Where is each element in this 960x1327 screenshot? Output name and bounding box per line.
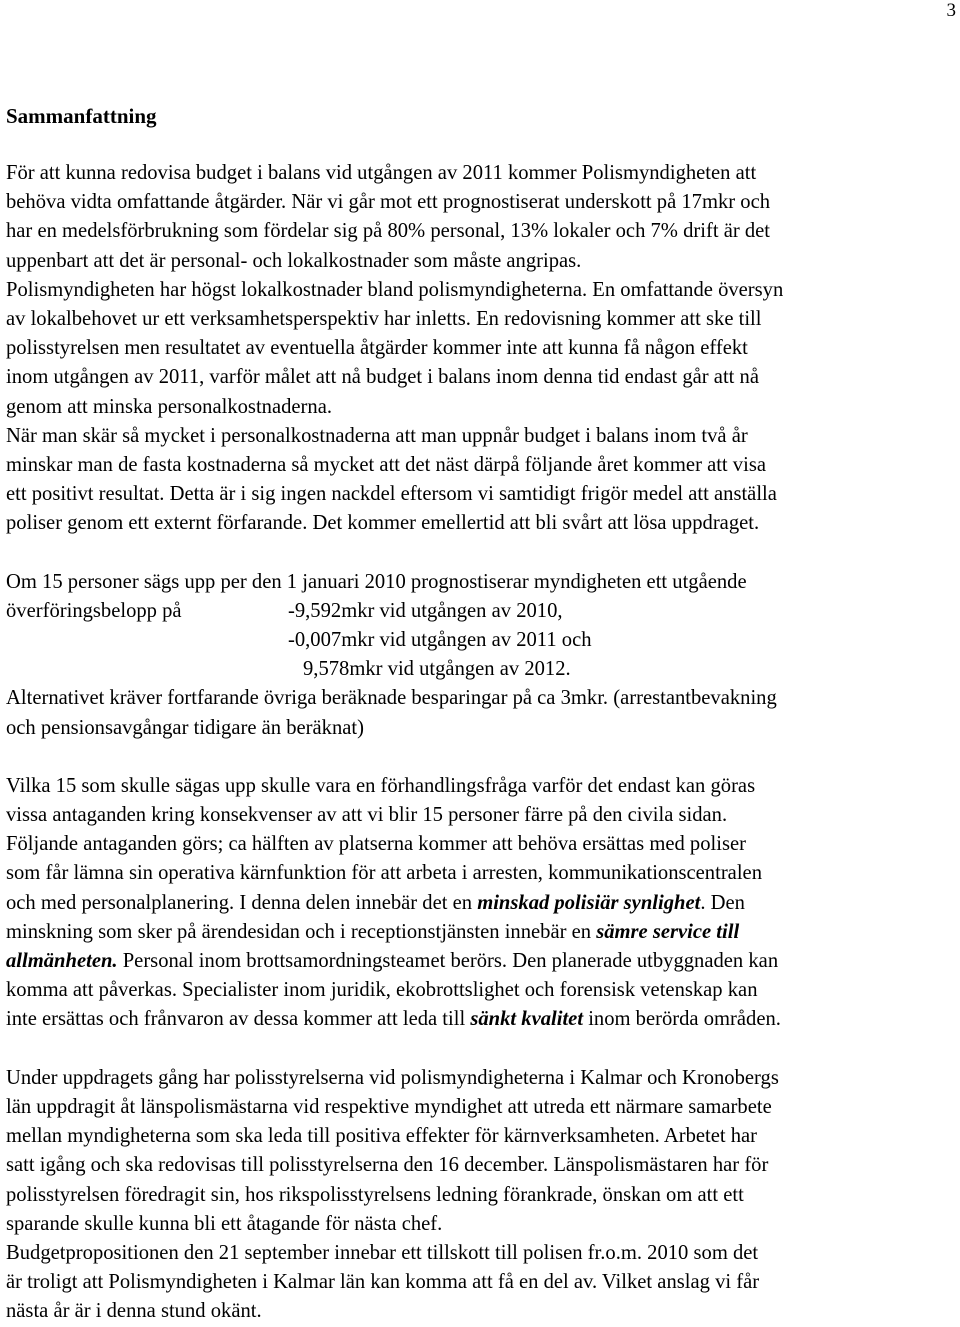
text-line: sparande skulle kunna bli ett åtagande för nästa chef.: [6, 1212, 443, 1235]
text-line: nästa år är i denna stund okänt.: [6, 1300, 262, 1323]
forecast-amount-row: [6, 655, 960, 684]
text-line: har en medelsförbrukning som fördelar sig på 80% personal, 13% lokaler och 7% drift är det: [6, 220, 771, 243]
text-line: minskning som sker på ärendesidan och i receptionstjänsten innebär en: [6, 920, 597, 943]
text-line: minskar man de fasta kostnaderna så mycket att det näst därpå följande året kommer att visa: [6, 454, 766, 477]
text-line: genom att minska personalkostnaderna.: [6, 395, 332, 418]
forecast-label: överföringsbelopp på: [6, 599, 182, 622]
forecast-amount-2012: 9,578mkr vid utgången av 2012.: [303, 658, 571, 681]
emphasis-text: sänkt kvalitet: [470, 1008, 584, 1031]
forecast-intro: Om 15 personer sägs upp per den 1 januari 2010 prognostiserar myndigheten ett utgående: [6, 570, 747, 593]
forecast-amount-2011: -0,007mkr vid utgången av 2011 och: [288, 629, 592, 652]
text-line: som får lämna sin operativa kärnfunktion för att arbeta i arresten, kommunikationscentralen: [6, 862, 762, 885]
paragraph-consequences: [6, 772, 960, 1035]
text-line: poliser genom ett externt förfarande. Det kommer emellertid att bli svårt att lösa uppdraget.: [6, 512, 760, 535]
page-number: 3: [946, 0, 956, 21]
text-fragment: Personal inom brottsamordningsteamet berörs. Den planerade utbyggnaden kan: [117, 950, 779, 973]
text-line: uppenbart att det är personal- och lokalkostnader som måste angripas.: [6, 249, 582, 272]
emphasis-text: allmänheten.: [6, 950, 118, 973]
paragraph-forecast: [6, 568, 960, 743]
text-line: län uppdragit åt länspolismästarna vid respektive myndighet att utreda ett närmare samarbete: [6, 1095, 772, 1118]
emphasis-text: minskad polisiär synlighet: [477, 891, 701, 914]
document-body: [6, 102, 960, 1327]
text-line: inom utgången av 2011, varför målet att nå budget i balans inom denna tid endast går att nå: [6, 366, 759, 389]
text-line: behöva vidta omfattande åtgärder. När vi går mot ett prognostiserat underskott på 17mkr och: [6, 191, 771, 214]
text-line: Polismyndigheten har högst lokalkostnader bland polismyndigheterna. En omfattande översyn: [6, 278, 784, 301]
text-line: polisstyrelsen föredragit sin, hos rikspolisstyrelsens ledning förankrade, önskan om att ett: [6, 1183, 744, 1206]
text-fragment: inom berörda områden.: [583, 1008, 781, 1031]
text-line: För att kunna redovisa budget i balans vid utgången av 2011 kommer Polismyndigheten att: [6, 162, 757, 184]
text-line: Under uppdragets gång har polisstyrelserna vid polismyndigheterna i Kalmar och Kronobergs: [6, 1066, 779, 1089]
text-line: är troligt att Polismyndigheten i Kalmar län kan komma att få en del av. Vilket anslag vi får: [6, 1271, 760, 1294]
section-heading: Sammanfattning: [6, 104, 157, 128]
text-line: komma att påverkas. Specialister inom juridik, ekobrottslighet och forensisk vetenskap kan: [6, 979, 758, 1002]
text-line: Vilka 15 som skulle sägas upp skulle vara en förhandlingsfråga varför det endast kan göras: [6, 774, 756, 797]
text-line: inte ersättas och frånvaron av dessa kommer att leda till: [6, 1008, 471, 1031]
text-line: satt igång och ska redovisas till polisstyrelserna den 16 december. Länspolismästaren har för: [6, 1154, 769, 1177]
text-line: Följande antaganden görs; ca hälften av platserna kommer att behöva ersättas med poliser: [6, 833, 746, 856]
text-line: och pensionsavgångar tidigare än beräknat): [6, 716, 364, 739]
text-line: polisstyrelsen men resultatet av eventuella åtgärder kommer inte att kunna få någon effekt: [6, 337, 748, 360]
forecast-amount-row: [6, 626, 960, 655]
text-line: och med personalplanering. I denna delen innebär det en: [6, 891, 478, 914]
text-fragment: . Den: [700, 891, 745, 914]
paragraph-cooperation: [6, 1064, 960, 1327]
emphasis-text: sämre service till: [596, 920, 740, 943]
text-line: Budgetpropositionen den 21 september innebar ett tillskott till polisen fr.o.m. 2010 som det: [6, 1241, 759, 1264]
text-line: Alternativet kräver fortfarande övriga beräknade besparingar på ca 3mkr. (arrestantbevakning: [6, 687, 777, 710]
text-line: mellan myndigheterna som ska leda till positiva effekter för kärnverksamheten. Arbetet har: [6, 1125, 758, 1148]
text-line: När man skär så mycket i personalkostnaderna att man uppnår budget i balans inom två år: [6, 424, 748, 447]
text-line: vissa antaganden kring konsekvenser av att vi blir 15 personer färre på den civila sidan.: [6, 804, 728, 827]
text-line: ett positivt resultat. Detta är i sig ingen nackdel eftersom vi samtidigt frigör medel att anställa: [6, 483, 777, 506]
forecast-amount-row: [6, 597, 960, 626]
paragraph-summary: [6, 159, 960, 539]
text-line: av lokalbehovet ur ett verksamhetsperspektiv har inletts. En redovisning kommer att ske till: [6, 308, 762, 331]
forecast-amount-2010: -9,592mkr vid utgången av 2010,: [288, 599, 563, 622]
